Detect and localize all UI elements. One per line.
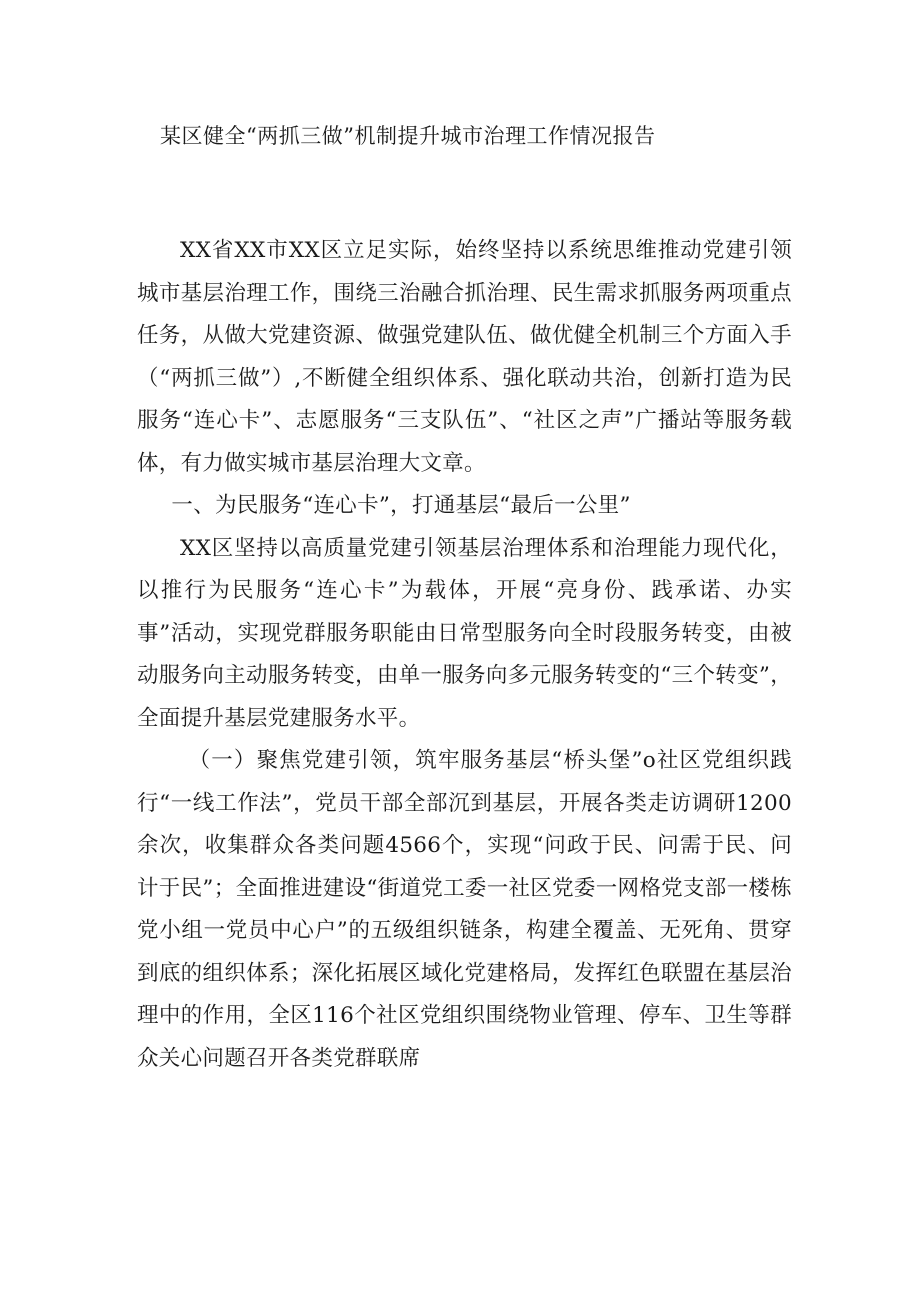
document-title: 某区健全“两抓三做”机制提升城市治理工作情况报告 [160, 124, 656, 148]
subsection-1-paragraph: （一）聚焦党建引领，筑牢服务基层“桥头堡”o社区党组织践行“一线工作法”，党员干部全部沉到基层，开展各类走访调研1200余次，收集群众各类问题4566个，实现“问政于民、问需于民、问计于民”；全面推进建设“街道党工委一社区党委一网格党支部一楼栋党小组一党员中心户”的五级组织链条，构建全覆盖、无死角、贯穿到底的组织体系；深化拓展区域化党建格局，发挥红色联盟在基层治理中的作用，全区116个社区党组织围绕物业管理、停车、卫生等群众关心问题召开各类党群联席 [137, 748, 792, 1071]
intro-paragraph: XX省XX市XX区立足实际，始终坚持以系统思维推动党建引领城市基层治理工作，围绕三治融合抓治理、民生需求抓服务两项重点任务，从做大党建资源、做强党建队伍、做优健全机制三个方面入手（“两抓三做”）,不断健全组织体系、强化联动共治，创新打造为民服务“连心卡”、志愿服务“三支队伍”、“社区之声”广播站等服务载体，有力做实城市基层治理大文章。 [137, 238, 792, 476]
document-body [137, 230, 792, 1080]
section-heading-1: 一、为民服务“连心卡”，打通基层“最后一公里” [171, 493, 631, 518]
section-1-paragraph: XX区坚持以高质量党建引领基层治理体系和治理能力现代化，以推行为民服务“连心卡”为载体，开展“亮身份、践承诺、办实事”活动，实现党群服务职能由日常型服务向全时段服务转变，由被动服务向主动服务转变，由单一服务向多元服务转变的“三个转变”，全面提升基层党建服务水平。 [137, 535, 792, 731]
